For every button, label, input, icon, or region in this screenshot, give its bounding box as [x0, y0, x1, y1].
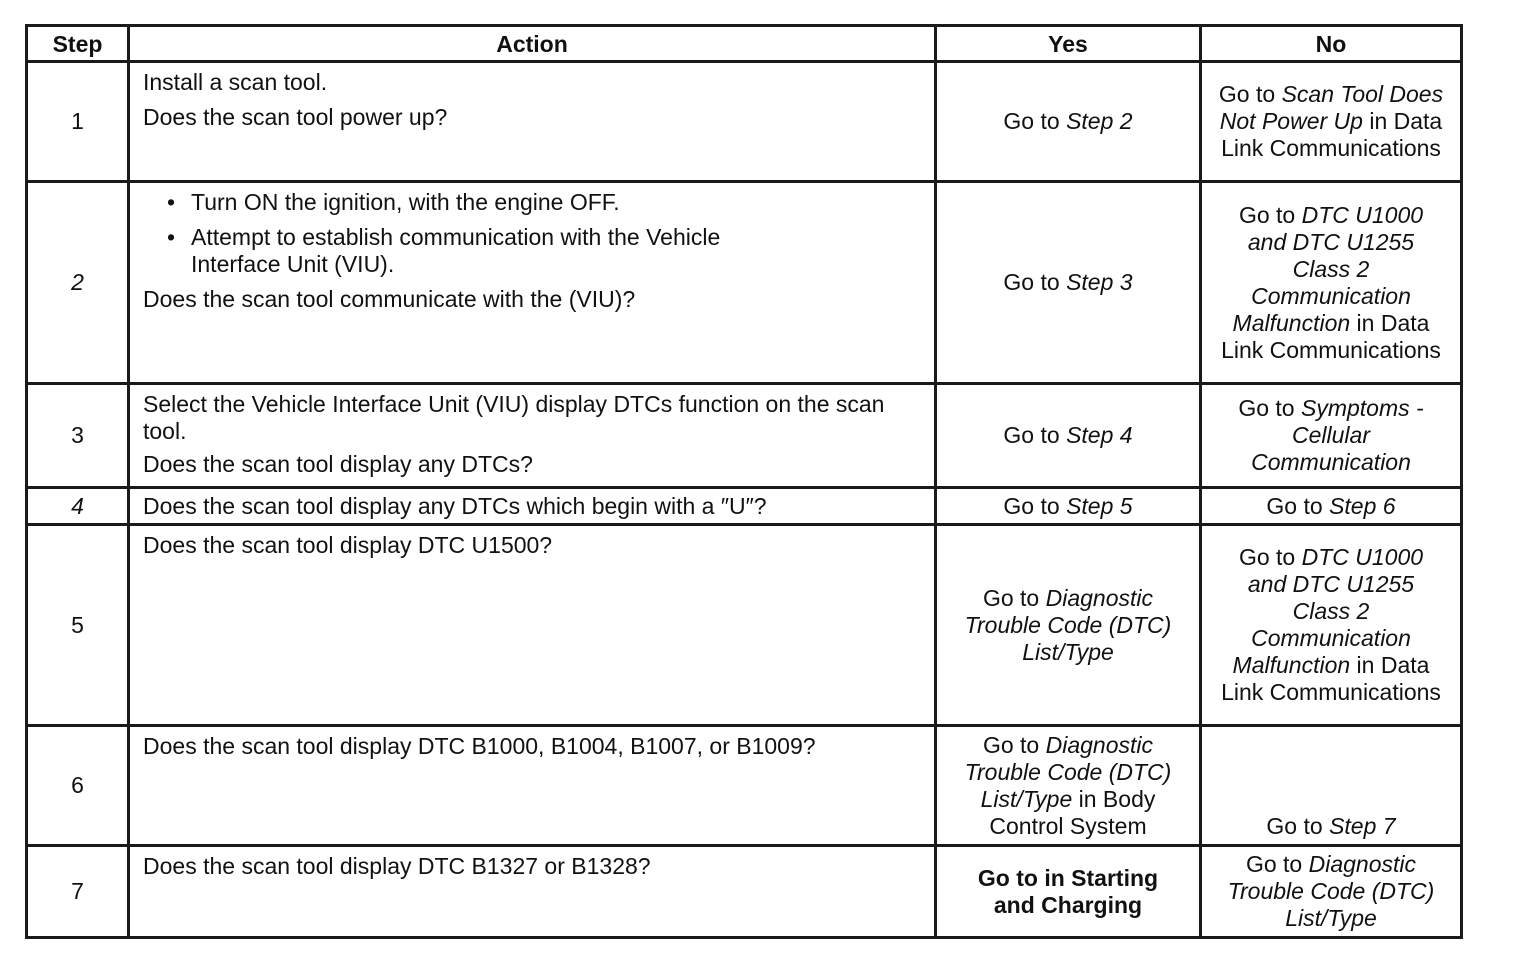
yes-cell [936, 384, 1201, 488]
no-suffix: in Data Link Communications [1221, 309, 1441, 363]
no-link[interactable]: Step 7 [1329, 813, 1396, 839]
step-number: 3 [27, 384, 129, 488]
action-cell [129, 488, 936, 525]
table-row [27, 846, 1462, 938]
action-text: Install a scan tool. [143, 69, 328, 95]
no-prefix: Go to [1238, 544, 1302, 570]
action-cell [129, 525, 936, 726]
header-yes: Yes [936, 26, 1201, 62]
no-cell [1201, 384, 1462, 488]
action-cell [129, 62, 936, 182]
no-link[interactable]: Symptoms - Cellular Communication [1251, 395, 1424, 475]
action-cell [129, 384, 936, 488]
header-action: Action [129, 26, 936, 62]
yes-prefix: Go to [1003, 492, 1067, 519]
yes-link[interactable]: Step 3 [1066, 269, 1133, 295]
step-number: 2 [27, 182, 129, 384]
step-number: 1 [27, 62, 129, 182]
yes-cell [936, 726, 1201, 846]
yes-link[interactable]: Step 2 [1066, 108, 1133, 134]
no-cell [1201, 62, 1462, 182]
no-link[interactable]: DTC U1000 and DTC U1255 Class 2 Communication Malfunction [1232, 201, 1424, 336]
action-cell [129, 726, 936, 846]
table-row [27, 488, 1462, 525]
action-cell [129, 182, 936, 384]
diagnostic-table [25, 24, 1463, 939]
action-question: Does the scan tool display DTC B1000, B1004, B1007, or B1009? [143, 733, 816, 759]
action-question: Does the scan tool power up? [143, 104, 448, 130]
action-question: Does the scan tool display DTC B1327 or B1328? [143, 853, 651, 879]
no-suffix: in Data Link Communications [1221, 652, 1441, 705]
table-row [27, 726, 1462, 846]
yes-link[interactable]: Diagnostic Trouble Code (DTC) List/Type [964, 731, 1172, 812]
table-row [27, 384, 1462, 488]
action-question: Does the scan tool display DTC U1500? [143, 532, 553, 558]
step-number: 4 [27, 488, 129, 525]
bullet-item: • Turn ON the ignition, with the engine OFF. [167, 189, 934, 216]
yes-cell [936, 846, 1201, 938]
yes-link[interactable]: Step 4 [1066, 422, 1133, 448]
no-prefix: Go to [1238, 201, 1302, 228]
yes-cell [936, 62, 1201, 182]
action-cell [129, 846, 936, 938]
table-row [27, 525, 1462, 726]
no-prefix: Go to [1238, 395, 1301, 421]
no-link[interactable]: DTC U1000 and DTC U1255 Class 2 Communication Malfunction [1232, 544, 1424, 678]
step-number: 6 [27, 726, 129, 846]
table-row [27, 182, 1462, 384]
header-step: Step [27, 26, 129, 62]
yes-prefix: Go to [982, 731, 1046, 758]
no-prefix: Go to [1266, 813, 1330, 839]
yes-prefix: Go to [1003, 108, 1067, 134]
no-prefix: Go to [1218, 81, 1282, 107]
yes-link[interactable]: Diagnostic Trouble Code (DTC) List/Type [964, 584, 1172, 665]
yes-prefix: Go to [1003, 422, 1067, 448]
no-cell [1201, 525, 1462, 726]
yes-cell [936, 525, 1201, 726]
no-link[interactable]: Scan Tool Does Not Power Up [1219, 81, 1444, 134]
action-question: Does the scan tool display any DTCs? [143, 451, 533, 477]
step-number: 7 [27, 846, 129, 938]
yes-prefix: Go to [1003, 269, 1067, 295]
no-cell [1201, 488, 1462, 525]
no-cell [1201, 182, 1462, 384]
action-question: Does the scan tool display any DTCs which begin with a ″U″? [143, 493, 767, 519]
no-prefix: Go to [1266, 492, 1330, 519]
bullet-item: • Attempt to establish communication with the Vehicle Interface Unit (VIU). [167, 224, 934, 278]
no-link[interactable]: Step 6 [1329, 492, 1396, 519]
yes-cell [936, 488, 1201, 525]
no-cell [1201, 726, 1462, 846]
yes-prefix: Go to in Starting and Charging [977, 864, 1159, 918]
table-row [27, 62, 1462, 182]
action-bullets [143, 189, 934, 278]
yes-prefix: Go to [982, 584, 1046, 611]
action-text: Select the Vehicle Interface Unit (VIU) display DTCs function on the scan tool. [143, 391, 885, 444]
step-number: 5 [27, 525, 129, 726]
yes-suffix: in Body Control System [989, 785, 1156, 839]
action-question: Does the scan tool communicate with the (VIU)? [143, 286, 636, 312]
yes-cell [936, 182, 1201, 384]
no-link[interactable]: Diagnostic Trouble Code (DTC) List/Type [1227, 851, 1435, 931]
no-suffix: in Data Link Communications [1221, 108, 1443, 161]
no-cell [1201, 846, 1462, 938]
header-no: No [1201, 26, 1462, 62]
header-row [27, 26, 1462, 62]
yes-link[interactable]: Step 5 [1066, 492, 1133, 519]
no-prefix: Go to [1245, 851, 1309, 877]
